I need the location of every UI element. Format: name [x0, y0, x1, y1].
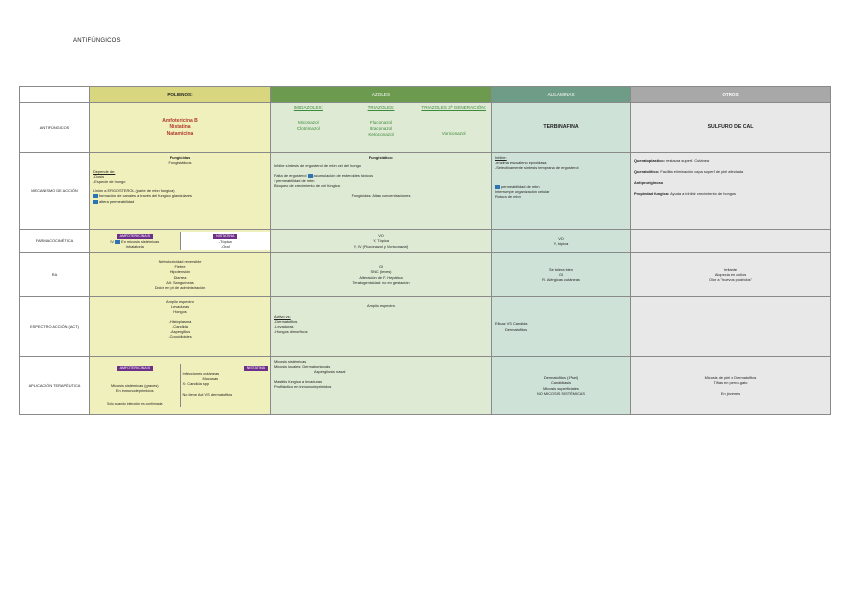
aplicacion-item: Profiláctico en inmunodeprimidos	[274, 384, 332, 390]
header-alilaminas: ALILAMINAS	[492, 87, 631, 103]
espectro-item: -Hongos dimorficos	[274, 329, 308, 335]
drug-natamicina: Natamicina	[166, 130, 194, 137]
espectro-item: -Levaduras	[274, 324, 294, 330]
corner-cell	[20, 87, 90, 103]
drug-fluconazol: Fluconazol	[369, 119, 393, 125]
polienos-drugs	[90, 103, 271, 153]
ra-item: Dolor en pt de administración	[154, 284, 206, 290]
mecanismo-line: Rotura de mbn	[495, 194, 521, 200]
ra-item: GI	[378, 264, 384, 270]
header-azoles: AZOLES	[271, 87, 492, 103]
property-key: Antipruriginoso	[634, 180, 664, 186]
azoles-mecanismo	[271, 153, 492, 230]
aplicacion-item: En inmunodeprimidos	[115, 387, 154, 393]
espectro-item: Levaduras	[170, 304, 190, 310]
azoles-farmacocinetica	[271, 230, 492, 253]
fungistaticos-heading: Fungistáticos	[168, 160, 192, 166]
property-value: restaura superf. Cutánea	[666, 158, 710, 163]
espectro-item: Eficaz VS Candida	[495, 321, 528, 327]
ampho-farmaco	[90, 232, 180, 250]
otros-drugs	[631, 103, 831, 153]
aplicacion-item: NO MICOSIS SISTÉMICAS	[537, 390, 585, 396]
drug-ketoconazol: Ketoconazol	[368, 131, 394, 137]
polienos-farmacocinetica	[90, 230, 271, 253]
route-text: VO	[378, 233, 384, 239]
ra-item: Alteración de F. Hepática	[359, 274, 403, 280]
otros-mecanismo	[631, 153, 831, 230]
ra-item: Alopecia en collos	[714, 271, 747, 277]
triazoles2-group	[419, 105, 488, 138]
polienos-mecanismo	[90, 153, 271, 230]
nistatina-tag: NISTATINA	[213, 234, 237, 239]
row-label-antifungicos: ANTIFÚNGICOS	[20, 103, 90, 153]
aplicacion-item: Micosis sistémicas	[274, 359, 307, 364]
ra-item: Nefrotoxicidad reversible	[158, 259, 202, 265]
aplicacion-item: Infecciones cutáneas	[182, 370, 220, 376]
espectro-item: -Coccidioides	[168, 334, 192, 340]
aplicacion-item: X: Candida spp	[182, 380, 210, 386]
imidazoles-heading: IMIDAZOLES:	[293, 105, 323, 110]
ra-item: SNC (leves)	[370, 269, 392, 275]
mecanismo-line: permeabilidad de mbn	[275, 178, 315, 184]
aplicacion-item: Micosis sistémicas (graves)	[110, 382, 159, 388]
azoles-aplicacion	[271, 357, 492, 415]
route-text: Y, IV (Fluconazol y Voriconazol)	[353, 243, 409, 249]
espectro-item: -Dermatofitos	[274, 319, 298, 325]
route-text: En micosis sistémicas	[121, 238, 160, 244]
row-label-espectro: ESPECTRO ACCIÓN (ACT)	[20, 297, 90, 357]
route-text: -Oral	[220, 243, 230, 249]
aplicacion-item: Tiñas en perro-gato	[713, 380, 748, 386]
alilaminas-mecanismo	[492, 153, 631, 230]
aplicacion-item: Micosis de piel x Dermatofitos	[704, 375, 757, 381]
ra-item: Teratogenicidad: no en gestación	[352, 279, 410, 285]
espectro-item: -Candida	[172, 324, 188, 330]
polienos-espectro	[90, 297, 271, 357]
header-polienos: POLIENOS:	[90, 87, 271, 103]
mecanismo-line: permeabilidad de mbn	[501, 184, 540, 190]
ra-item: R. Alérgicas cutáneas	[542, 277, 580, 283]
amfotericina-tag: AMFOTERICINA B	[117, 234, 153, 239]
route-text: IV	[110, 238, 115, 244]
aplicacion-item: Mastitis fúngica a levaduras	[274, 379, 323, 385]
arrow-icon	[93, 200, 98, 204]
fungicidas-heading: Fungicidas	[169, 155, 191, 160]
drug-nistatina: Nistatina	[169, 124, 191, 131]
aplicacion-item: Mucosas	[202, 375, 219, 381]
ra-item: Hipotensión	[169, 269, 191, 275]
triazoles-group	[347, 105, 416, 138]
mecanismo-line: formación de canales a través del fungico glandulares	[99, 193, 192, 199]
alilaminas-drugs	[492, 103, 631, 153]
nistatina-farmaco	[180, 232, 271, 250]
aplicacion-item: Micosis superficiales	[543, 385, 579, 391]
nistatina-aplicacion	[180, 364, 271, 407]
route-text: VO	[558, 235, 564, 241]
triazoles-heading: TRIAZOLES:	[367, 105, 395, 110]
depende-item: -Dosis	[93, 174, 105, 180]
property-value: Facilita eliminación capa superf de piel afectada	[660, 169, 744, 175]
antifungal-table	[19, 86, 831, 415]
fungistatico-heading: Fungistático:	[368, 155, 394, 160]
row-label-mecanismo: MECANISMO DE ACCIÓN	[20, 153, 90, 230]
property-key: Queratolítico:	[634, 169, 660, 175]
header-otros: OTROS	[631, 87, 831, 103]
otros-ra	[631, 253, 831, 297]
property-value: Ayuda a inhibir crecimiento de hongos	[670, 191, 737, 197]
aplicacion-item: Micosis locales: Dermatomicosis	[274, 364, 331, 370]
ra-item: Irritante	[723, 266, 738, 272]
polienos-ra	[90, 253, 271, 297]
ra-item: Diarrea	[173, 274, 187, 280]
ra-item: GI	[558, 271, 564, 277]
mecanismo-line: Falta de ergosterol	[274, 173, 307, 179]
aplicacion-item: Aspergilosis nasal	[314, 369, 346, 375]
espectro-item: Hongos	[173, 309, 187, 315]
arrow-icon	[115, 240, 120, 244]
espectro-item: -Aspergillus	[169, 329, 191, 335]
otros-espectro	[631, 297, 831, 357]
property-key: Queratoplastico:	[634, 158, 665, 163]
aplicacion-item: Dermatofitos (1ªsel)	[543, 375, 579, 381]
ra-item: Alt. Sanguíneas	[166, 279, 194, 285]
depende-label: Depende de:	[93, 169, 116, 175]
alilaminas-farmacocinetica	[492, 230, 631, 253]
route-text: Y, Tópica	[373, 238, 389, 244]
aplicacion-item: No tiene Act VS dermatofitos	[182, 391, 233, 397]
aplicacion-note: Solo cuando infección es confirmada	[107, 401, 163, 406]
mecanismo-line: -enzima escualeno epoxidasa	[495, 160, 547, 166]
drug-itraconazol: Itraconazol	[369, 125, 393, 131]
drug-clotrimazol: Clotrimazol	[296, 125, 320, 131]
activo-vs-label: Activo vs:	[274, 314, 291, 320]
nistatina-tag: NISTATINA	[244, 366, 268, 371]
polienos-aplicacion	[90, 357, 271, 415]
amfotericina-tag: AMFOTERICINA B	[117, 366, 153, 371]
route-text: Inhalatoria	[125, 243, 144, 249]
azoles-espectro	[271, 297, 492, 357]
alilaminas-ra	[492, 253, 631, 297]
route-text: Y, tópica	[553, 241, 569, 246]
document-title: ANTIFÚNGICOS	[73, 38, 121, 44]
espectro-item: Dermatofitos	[505, 326, 528, 332]
otros-aplicacion	[631, 357, 831, 415]
drug-terbinafina: TERBINAFINA	[543, 124, 579, 131]
triazoles2-heading: TRIAZOLES 2ª GENERACIÓN:	[421, 105, 486, 110]
arrow-icon	[93, 194, 98, 198]
alilaminas-espectro	[492, 297, 631, 357]
mecanismo-line: acumulación de esteroides tóxicos	[313, 173, 374, 179]
row-label-ra: RA	[20, 253, 90, 297]
espectro-item: -Histoplasma	[168, 319, 192, 325]
ra-item: Fiebre	[174, 264, 186, 270]
drug-miconazol: Miconazol	[297, 119, 319, 125]
mecanismo-line: Interrumpe organización celular	[495, 189, 550, 195]
drug-amfotericina: Amfotericina B	[162, 117, 198, 124]
mecanismo-line: altera permeabilidad	[99, 198, 135, 204]
imidazoles-group	[274, 105, 343, 138]
aplicacion-item: Candidiasis	[550, 380, 572, 386]
ra-item: Olor a "huevos podridos"	[709, 277, 752, 283]
row-label-farmacocinetica: FARMACOCINÉTICA	[20, 230, 90, 253]
otros-farmacocinetica	[631, 230, 831, 253]
espectro-heading: Amplio espectro	[367, 303, 395, 308]
union-ergosterol-text: Unión a ERGOSTEROL (parte de mbn fungica)	[93, 188, 175, 194]
drug-voriconazol: Voriconazol	[441, 130, 466, 136]
mecanismo-line: Inhibe síntesis de ergosterol de mbn cel del hongo	[274, 163, 361, 169]
aplicacion-item: En jóvenes	[720, 390, 741, 396]
espectro-item: Amplio espectro	[166, 299, 194, 304]
inhibe-heading: Inhibe:	[495, 155, 507, 160]
mecanismo-line: Bloqueo de crecimiento de cel fúngica	[274, 183, 340, 189]
alilaminas-aplicacion	[492, 357, 631, 415]
ampho-aplicacion	[90, 364, 180, 407]
drug-sulfuro-de-cal: SULFURO DE CAL	[707, 124, 754, 131]
row-label-aplicacion: APLICACIÓN TERAPÉUTICA	[20, 357, 90, 415]
depende-item: -Especie de hongo	[93, 179, 126, 185]
mecanismo-line: Fungicidas: Altas concentraciones	[351, 193, 411, 199]
property-key: Propiedad fungica:	[634, 191, 670, 197]
azoles-ra	[271, 253, 492, 297]
mecanismo-line: -Selectivamente síntesis temprana de ergosterol	[495, 165, 579, 171]
azoles-drugs	[271, 103, 492, 153]
up-arrow-icon: ↑	[274, 178, 276, 184]
ra-item: Se tolera bien	[548, 266, 573, 272]
route-text: -Tópica	[218, 238, 232, 244]
